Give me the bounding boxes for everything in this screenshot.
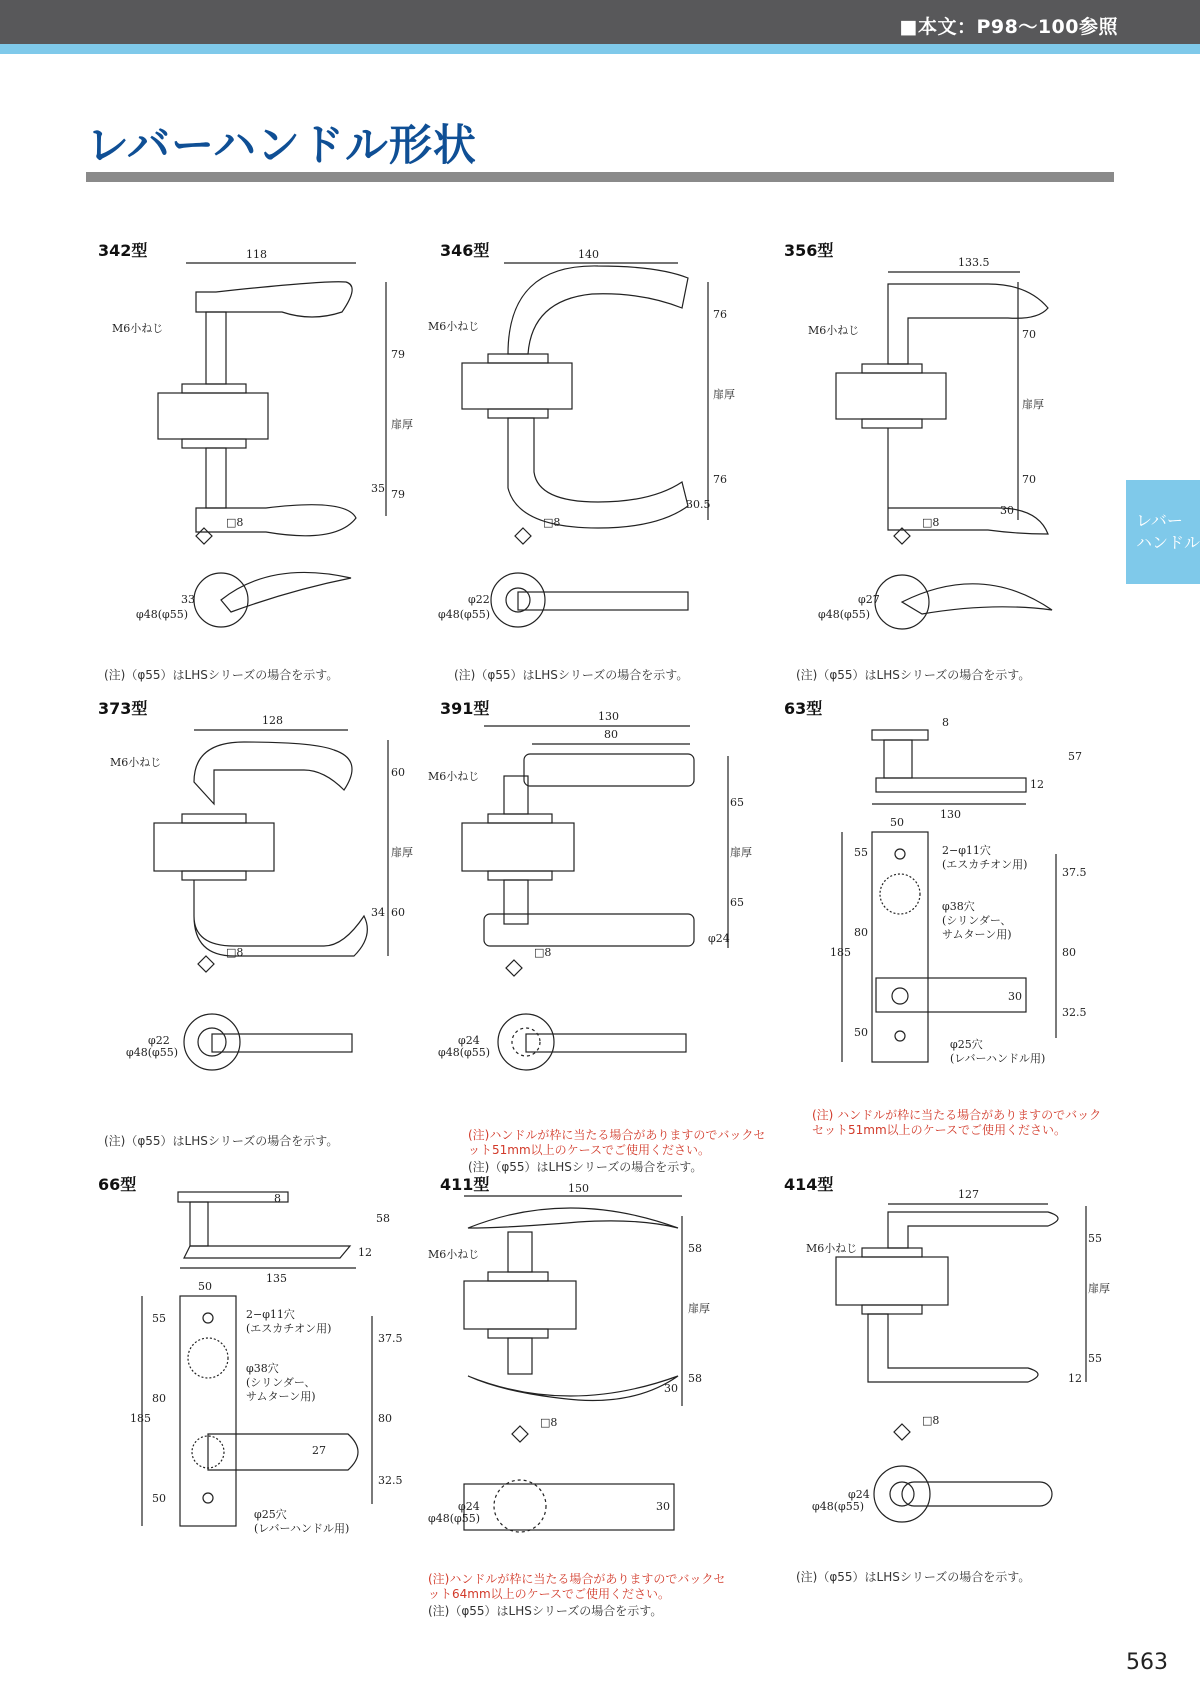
svg-text:φ48(φ55): φ48(φ55): [818, 608, 870, 621]
svg-text:φ25穴: φ25穴: [254, 1508, 287, 1521]
svg-text:サムターン用): サムターン用): [246, 1390, 316, 1403]
svg-text:80: 80: [1062, 946, 1076, 959]
svg-text:55: 55: [152, 1312, 166, 1325]
svg-text:φ38穴: φ38穴: [942, 900, 975, 913]
model-label: 356型: [784, 241, 834, 260]
svg-text:M6小ねじ: M6小ねじ: [806, 1242, 858, 1255]
svg-text:130: 130: [598, 710, 619, 723]
svg-text:φ27: φ27: [858, 593, 880, 606]
svg-text:扉厚: 扉厚: [391, 846, 413, 859]
svg-text:80: 80: [604, 728, 618, 741]
svg-text:M6小ねじ: M6小ねじ: [428, 1248, 480, 1261]
svg-text:φ48(φ55): φ48(φ55): [438, 1046, 490, 1059]
svg-text:30: 30: [1008, 990, 1022, 1003]
svg-text:φ24: φ24: [848, 1488, 870, 1501]
svg-text:79: 79: [391, 348, 405, 361]
svg-text:50: 50: [890, 816, 904, 829]
svg-text:185: 185: [830, 946, 851, 959]
panel-356: [772, 238, 1112, 688]
svg-text:φ22: φ22: [148, 1034, 170, 1047]
svg-text:50: 50: [854, 1026, 868, 1039]
svg-text:27: 27: [312, 1444, 326, 1457]
lhs-note: (注)（φ55）はLHSシリーズの場合を示す。: [428, 1604, 663, 1618]
lhs-note: (注)（φ55）はLHSシリーズの場合を示す。: [104, 1134, 339, 1148]
svg-text:12: 12: [1068, 1372, 1082, 1385]
title-divider: [86, 172, 1114, 182]
svg-text:80: 80: [152, 1392, 166, 1405]
svg-text:□8: □8: [922, 1414, 940, 1427]
svg-text:127: 127: [958, 1188, 979, 1201]
svg-text:(レバーハンドル用): (レバーハンドル用): [950, 1052, 1046, 1065]
lhs-note: (注)（φ55）はLHSシリーズの場合を示す。: [796, 1570, 1031, 1584]
svg-text:79: 79: [391, 488, 405, 501]
svg-text:55: 55: [1088, 1232, 1102, 1245]
svg-text:□8: □8: [226, 946, 244, 959]
svg-text:135: 135: [266, 1272, 287, 1285]
svg-text:65: 65: [730, 796, 744, 809]
model-label: 411型: [440, 1175, 490, 1194]
svg-text:133.5: 133.5: [958, 256, 990, 269]
svg-text:(レバーハンドル用): (レバーハンドル用): [254, 1522, 350, 1535]
lhs-note: (注)（φ55）はLHSシリーズの場合を示す。: [796, 668, 1031, 682]
svg-text:□8: □8: [922, 516, 940, 529]
svg-text:(エスカチオン用): (エスカチオン用): [942, 858, 1028, 871]
svg-text:30: 30: [1000, 504, 1014, 517]
svg-text:30: 30: [656, 1500, 670, 1513]
svg-text:□8: □8: [226, 516, 244, 529]
panel-411: [428, 1172, 768, 1622]
section-tab[interactable]: [1126, 480, 1200, 584]
svg-text:32.5: 32.5: [378, 1474, 403, 1487]
svg-text:2−φ11穴: 2−φ11穴: [246, 1308, 295, 1321]
svg-text:80: 80: [378, 1412, 392, 1425]
svg-text:76: 76: [713, 308, 727, 321]
svg-text:扉厚: 扉厚: [730, 846, 752, 859]
page-number: 563: [1126, 1650, 1168, 1675]
svg-text:32.5: 32.5: [1062, 1006, 1087, 1019]
svg-text:M6小ねじ: M6小ねじ: [808, 324, 860, 337]
lhs-note: (注)（φ55）はLHSシリーズの場合を示す。: [468, 1160, 703, 1174]
lhs-note: (注)（φ55）はLHSシリーズの場合を示す。: [104, 668, 339, 682]
svg-text:140: 140: [578, 248, 599, 261]
svg-text:50: 50: [198, 1280, 212, 1293]
svg-text:37.5: 37.5: [378, 1332, 403, 1345]
svg-text:60: 60: [391, 906, 405, 919]
warning-note: (注)ハンドルが枠に当たる場合がありますのでバックセット51mm以上のケースでご使用ください。: [468, 1128, 766, 1157]
warning-note: (注) ハンドルが枠に当たる場合がありますのでバックセット51mm以上のケースでご使用ください。: [812, 1108, 1102, 1137]
lhs-note: (注)（φ55）はLHSシリーズの場合を示す。: [454, 668, 689, 682]
warning-note: (注)ハンドルが枠に当たる場合がありますのでバックセット64mm以上のケースでご使用ください。: [428, 1572, 726, 1601]
panel-63: [772, 696, 1112, 1146]
panel-414: [772, 1172, 1112, 1622]
svg-text:30: 30: [664, 1382, 678, 1395]
page-title: レバーハンドル形状: [86, 121, 477, 171]
svg-text:150: 150: [568, 1182, 589, 1195]
svg-text:65: 65: [730, 896, 744, 909]
model-label: 346型: [440, 241, 490, 260]
svg-text:35: 35: [371, 482, 385, 495]
svg-text:M6小ねじ: M6小ねじ: [428, 770, 480, 783]
svg-text:□8: □8: [543, 516, 561, 529]
svg-text:φ48(φ55): φ48(φ55): [812, 1500, 864, 1513]
svg-text:扉厚: 扉厚: [713, 388, 735, 401]
svg-text:130: 130: [940, 808, 961, 821]
svg-text:扉厚: 扉厚: [1088, 1282, 1110, 1295]
svg-text:φ24: φ24: [458, 1500, 480, 1513]
svg-text:58: 58: [376, 1212, 390, 1225]
svg-text:34: 34: [371, 906, 385, 919]
svg-text:12: 12: [358, 1246, 372, 1259]
svg-text:M6小ねじ: M6小ねじ: [428, 320, 480, 333]
svg-text:58: 58: [688, 1372, 702, 1385]
model-label: 63型: [784, 699, 823, 718]
svg-text:扉厚: 扉厚: [688, 1302, 710, 1315]
svg-text:(シリンダー、: (シリンダー、: [942, 914, 1012, 927]
section-tab-line1: レバー: [1136, 511, 1183, 530]
svg-text:φ25穴: φ25穴: [950, 1038, 983, 1051]
svg-text:76: 76: [713, 473, 727, 486]
door-thickness-label: 扉厚: [391, 418, 413, 431]
header-stripe: [0, 44, 1200, 54]
section-tab-line2: ハンドル: [1136, 533, 1200, 552]
panel-391: [428, 696, 768, 1174]
model-label: 373型: [98, 699, 148, 718]
svg-text:185: 185: [130, 1412, 151, 1425]
model-label: 391型: [440, 699, 490, 718]
svg-text:118: 118: [246, 248, 267, 261]
svg-text:(エスカチオン用): (エスカチオン用): [246, 1322, 332, 1335]
svg-text:128: 128: [262, 714, 283, 727]
model-label: 66型: [98, 1175, 137, 1194]
svg-text:φ38穴: φ38穴: [246, 1362, 279, 1375]
drawing-63: [772, 716, 1112, 1146]
panel-346: [428, 238, 768, 688]
svg-text:8: 8: [274, 1192, 281, 1205]
svg-text:M6小ねじ: M6小ねじ: [110, 756, 162, 769]
svg-text:2−φ11穴: 2−φ11穴: [942, 844, 991, 857]
svg-text:60: 60: [391, 766, 405, 779]
svg-text:φ24: φ24: [708, 932, 730, 945]
drawing-356: [772, 258, 1112, 688]
panel-373: [86, 696, 426, 1146]
svg-text:□8: □8: [540, 1416, 558, 1429]
svg-text:80: 80: [854, 926, 868, 939]
svg-text:M6小ねじ: M6小ねじ: [112, 322, 164, 335]
svg-text:8: 8: [942, 716, 949, 729]
drawing-66: [86, 1192, 426, 1622]
svg-text:サムターン用): サムターン用): [942, 928, 1012, 941]
drawing-414: [772, 1188, 1112, 1622]
svg-text:φ48(φ55): φ48(φ55): [126, 1046, 178, 1059]
svg-text:57: 57: [1068, 750, 1082, 763]
svg-text:50: 50: [152, 1492, 166, 1505]
svg-text:(シリンダー、: (シリンダー、: [246, 1376, 316, 1389]
svg-text:37.5: 37.5: [1062, 866, 1087, 879]
drawing-373: [86, 716, 426, 1146]
model-label: 342型: [98, 241, 148, 260]
svg-text:φ22: φ22: [468, 593, 490, 606]
model-label: 414型: [784, 1175, 834, 1194]
svg-text:70: 70: [1022, 328, 1036, 341]
panel-66: [86, 1172, 426, 1622]
svg-text:33: 33: [181, 593, 195, 606]
panel-342: [86, 238, 426, 688]
svg-text:30.5: 30.5: [686, 498, 711, 511]
svg-text:φ48(φ55): φ48(φ55): [438, 608, 490, 621]
svg-text:φ48(φ55): φ48(φ55): [428, 1512, 480, 1525]
svg-text:55: 55: [1088, 1352, 1102, 1365]
svg-text:扉厚: 扉厚: [1022, 398, 1044, 411]
svg-text:φ24: φ24: [458, 1034, 480, 1047]
svg-text:□8: □8: [534, 946, 552, 959]
page-reference: ■本文：P98～100参照: [899, 16, 1118, 38]
svg-text:58: 58: [688, 1242, 702, 1255]
drawing-391: [428, 710, 768, 1146]
svg-text:φ48(φ55): φ48(φ55): [136, 608, 188, 621]
svg-text:12: 12: [1030, 778, 1044, 791]
svg-text:55: 55: [854, 846, 868, 859]
svg-text:70: 70: [1022, 473, 1036, 486]
